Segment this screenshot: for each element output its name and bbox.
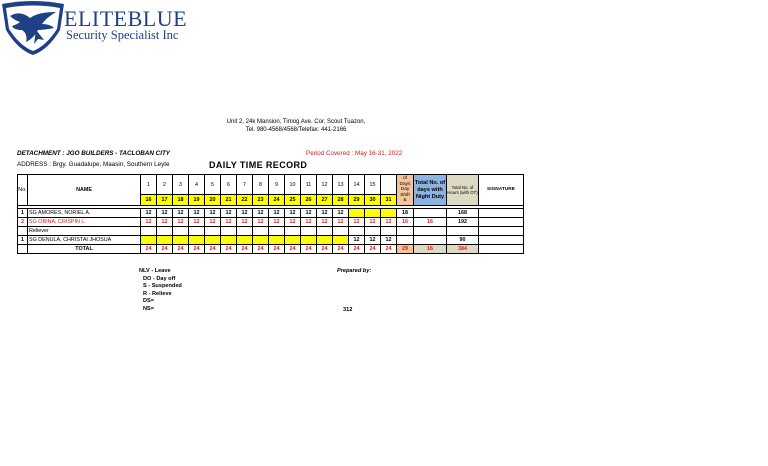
day-header: 31 <box>381 195 397 206</box>
eagle-shield-icon <box>0 0 66 56</box>
period-covered: Period Covered : May 16-31, 2022 <box>306 150 403 157</box>
header-days: of Days Day Shift & <box>397 175 414 206</box>
table-row <box>18 227 524 236</box>
day-header: 7 <box>237 175 253 195</box>
header-signature: SIGNATURE <box>479 175 524 206</box>
legend-item: S - Suspended <box>143 283 182 290</box>
total-label: TOTAL <box>28 245 141 254</box>
company-phone: Tel. 980-4568/4568/Telefax: 441-2166 <box>245 127 347 133</box>
employee-name: SG DENULA, CHRISTAI JHOSUA <box>28 236 141 245</box>
legend-item: DS= <box>143 298 155 305</box>
day-header: 18 <box>173 195 189 206</box>
day-header: 10 <box>285 175 301 195</box>
day-header: 14 <box>349 175 365 195</box>
day-header: 11 <box>301 175 317 195</box>
day-header: 19 <box>189 195 205 206</box>
page-title: DAILY TIME RECORD <box>209 160 308 170</box>
day-header: 25 <box>285 195 301 206</box>
legend-item: R - Relieve <box>143 290 172 297</box>
day-header: 28 <box>333 195 349 206</box>
day-header: 13 <box>333 175 349 195</box>
legend-item: NLV - Leave <box>139 268 171 274</box>
day-header: 15 <box>365 175 381 195</box>
table-row: 1 SG DENULA, CHRISTAI JHOSUA 12 12 12 90 <box>18 236 524 245</box>
detachment: DETACHMENT : JGO BUILDERS - TACLOBAN CITY <box>17 150 170 157</box>
day-header: 6 <box>221 175 237 195</box>
day-header: 4 <box>189 175 205 195</box>
day-header: 8 <box>253 175 269 195</box>
header-no: No. <box>18 175 28 206</box>
signature-cell <box>479 209 524 218</box>
signature-cell <box>479 218 524 227</box>
legend-item: DO - Day off <box>143 275 176 282</box>
company-name: ELITEBLUE <box>64 6 188 31</box>
day-header: 5 <box>205 175 221 195</box>
day-header: 23 <box>253 195 269 206</box>
table-row: 1 SG AMORES, NORIEL A. 12 12 12 12 12 12 12 12 12 12 12 12 12 18 168 <box>18 209 524 218</box>
day-header: 1 <box>141 175 157 195</box>
header-name: NAME <box>28 175 141 206</box>
legend <box>139 268 182 314</box>
address: ADDRESS : Brgy. Guadalupe, Maasin, Southern Leyte <box>17 161 170 168</box>
legend-item: NS= <box>143 305 155 312</box>
employee-name: SG AMORES, NORIEL A. <box>28 209 141 218</box>
company-address: Unit 2, 24k Mansion, Timog Ave. Cor. Scout Tuazon, <box>226 119 366 125</box>
day-header: 21 <box>221 195 237 206</box>
day-header: 12 <box>317 175 333 195</box>
total-row: TOTAL 24 24 24 24 24 24 24 24 24 24 24 24 24 24 24 24 29 16 384 <box>18 245 524 254</box>
day-header: 17 <box>157 195 173 206</box>
company-logo <box>0 0 200 58</box>
day-header: 2 <box>157 175 173 195</box>
day-header: 3 <box>173 175 189 195</box>
day-header: 9 <box>269 175 285 195</box>
day-header: 20 <box>205 195 221 206</box>
day-header: 26 <box>301 195 317 206</box>
signature-cell <box>479 236 524 245</box>
prepared-by: Prepared by: <box>337 268 372 274</box>
header-total-hours: Total No. of Hours (with OT) <box>447 175 479 206</box>
day-header: 27 <box>317 195 333 206</box>
table-row: 2 SG OBINA, CRISPIN L. 12 12 12 12 12 12 12 12 12 12 12 12 12 12 12 12 16 16 192 <box>18 218 524 227</box>
company-tagline: Security Specialist Inc <box>66 28 179 42</box>
day-header: 24 <box>269 195 285 206</box>
employee-name: SG OBINA, CRISPIN L. <box>28 218 141 227</box>
day-header: 30 <box>365 195 381 206</box>
footer-number: 312 <box>343 307 353 313</box>
day-header: 16 <box>141 195 157 206</box>
header-night-duty: Total No. of days with Night Duty <box>414 175 447 206</box>
time-record-table <box>17 174 524 254</box>
day-header: 29 <box>349 195 365 206</box>
day-header: 22 <box>237 195 253 206</box>
reliever-label: Reliever <box>28 227 141 236</box>
